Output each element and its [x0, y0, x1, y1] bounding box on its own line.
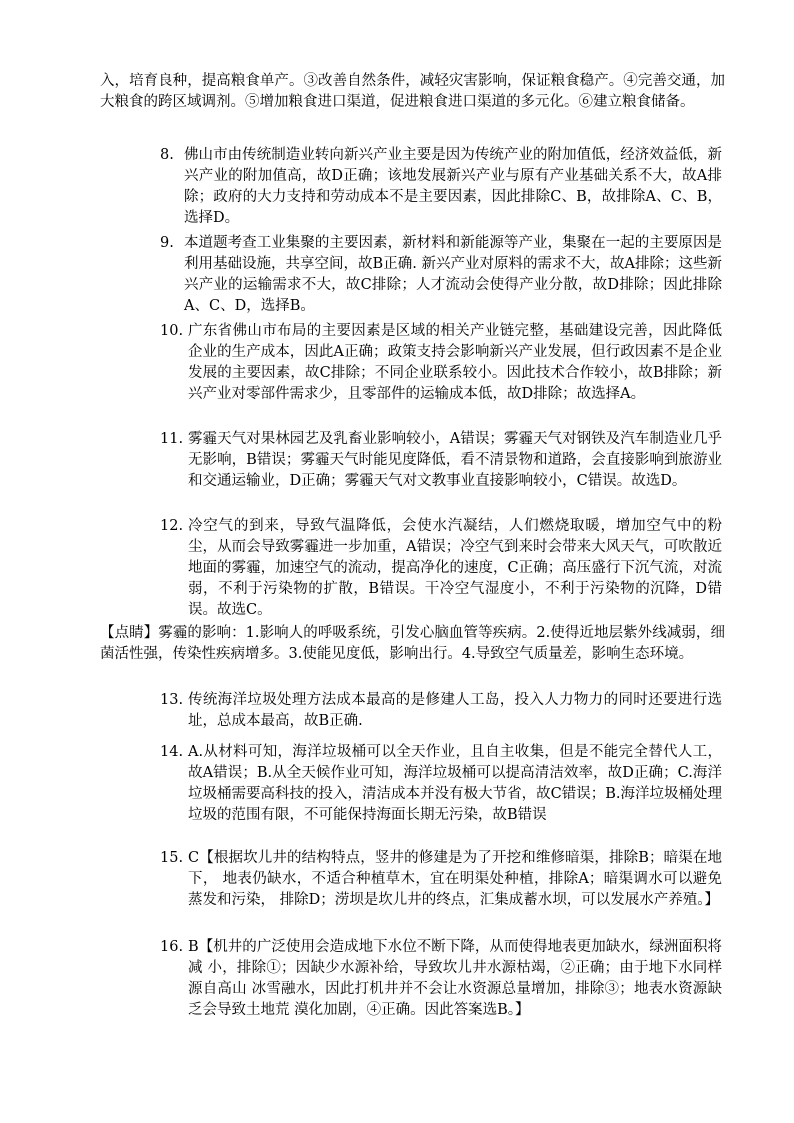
item-number: 13.: [160, 692, 184, 708]
item-number: 10.: [160, 323, 184, 339]
answer-item-16: [160, 937, 722, 1021]
item-text: 冷空气的到来，导致气温降低，会使水汽凝结，人们燃烧取暖，增加空气中的粉尘，从而会导致雾霾进一步加重，A错误；冷空气到来时会带来大风天气，可吹散近地面的雾霾，加速空气的流动，提高净化的速度，C正确；高压盛行下沉气流，对流弱，不利于污染物的扩散，B错误。干冷空气湿度小，不利于污染物的沉降，D错误。故选C。: [188, 518, 722, 618]
item-number: 11.: [160, 431, 184, 447]
item-number: 12.: [160, 518, 184, 534]
item-text: C【根据坎儿井的结构特点，竖井的修建是为了开挖和维修暗渠，排除B；暗渠在地下， 地表仍缺水，不适合种植草木，宜在明渠处种植，排除A；暗渠调水可以避免蒸发和污染， 排除D；涝坝是坎儿井的终点，汇集成蓄水坝，可以发展水产养殖。】: [188, 850, 722, 908]
item-text: 雾霾天气对果林园艺及乳畜业影响较小，A错误；雾霾天气对钢铁及汽车制造业几乎无影响，B错误；雾霾天气时能见度降低，看不清景物和道路，会直接影响到旅游业和交通运输业，D正确；雾霾天气对文教事业直接影响较小，C错误。故选D。: [188, 431, 722, 489]
answer-item-13: [160, 690, 722, 732]
item-number: 9.: [160, 235, 174, 251]
item-number: 14.: [160, 744, 184, 760]
answer-item-14: [160, 742, 722, 826]
answer-item-10: [160, 321, 722, 405]
answer-item-9: [160, 233, 722, 317]
item-text: 广东省佛山市布局的主要因素是区域的相关产业链完整，基础建设完善，因此降低企业的生产成本，因此A正确；政策支持会影响新兴产业发展，但行政因素不是企业发展的主要因素，故C排除；不同企业联系较小。因此技术合作较小，故B排除；新兴产业对零部件需求少，且零部件的运输成本低，故D排除；故选择A。: [188, 323, 722, 402]
item-text: B【机井的广泛使用会造成地下水位不断下降，从而使得地表更加缺水，绿洲面积将减 小，排除①；因缺少水源补给，导致坎儿井水源枯竭，②正确；由于地下水同样源自高山 冰雪融水，因此打机井并不会让水资源总量增加，排除③；地表水资源缺乏会导致土地荒 漠化加剧，④正确。因此答案选B。】: [188, 939, 722, 1018]
key-point-note: 【点睛】雾霾的影响：1.影响人的呼吸系统，引发心脑血管等疾病。2.使得近地层紫外线减弱，细菌活性强，传染性疾病增多。3.使能见度低，影响出行。4.导致空气质量差，影响生态环境。: [100, 625, 725, 662]
item-text: A.从材料可知，海洋垃圾桶可以全天作业，且自主收集，但是不能完全替代人工，故A错误；B.从全天候作业可知，海洋垃圾桶可以提高清洁效率，故D正确；C.海洋垃圾桶需要高科技的投入，清洁成本并没有极大节省，故C错误；B.海洋垃圾桶处理垃圾的范围有限，不可能保持海面长期无污染，故B错误: [188, 744, 722, 823]
item-text: 本道题考查工业集聚的主要因素，新材料和新能源等产业，集聚在一起的主要原因是利用基础设施，共享空间，故B正确. 新兴产业对原料的需求不大，故A排除；这些新兴产业的运输需求不大，故C排除；人才流动会使得产业分散，故D排除；因此排除A、C、D，选择B。: [184, 235, 722, 314]
item-text: 佛山市由传统制造业转向新兴产业主要是因为传统产业的附加值低，经济效益低，新兴产业的附加值高，故D正确；该地发展新兴产业与原有产业基础关系不大，故A排除；政府的大力支持和劳动成本不是主要因素，因此排除C、B，故排除A、C、B，选择D。: [184, 147, 722, 226]
answer-item-8: [160, 145, 722, 229]
answer-item-12: [160, 516, 722, 621]
item-number: 15.: [160, 850, 184, 866]
answer-item-15: [160, 848, 722, 911]
intro-paragraph: 入，培育良种，提高粮食单产。③改善自然条件，减轻灾害影响，保证粮食稳产。④完善交通，加大粮食的跨区域调剂。⑤增加粮食进口渠道，促进粮食进口渠道的多元化。⑥建立粮食储备。: [100, 73, 725, 110]
item-number: 16.: [160, 939, 184, 955]
answer-item-11: [160, 429, 722, 492]
item-text: 传统海洋垃圾处理方法成本最高的是修建人工岛，投入人力物力的同时还要进行选址，总成本最高，故B正确.: [188, 692, 722, 729]
item-number: 8.: [160, 147, 174, 163]
